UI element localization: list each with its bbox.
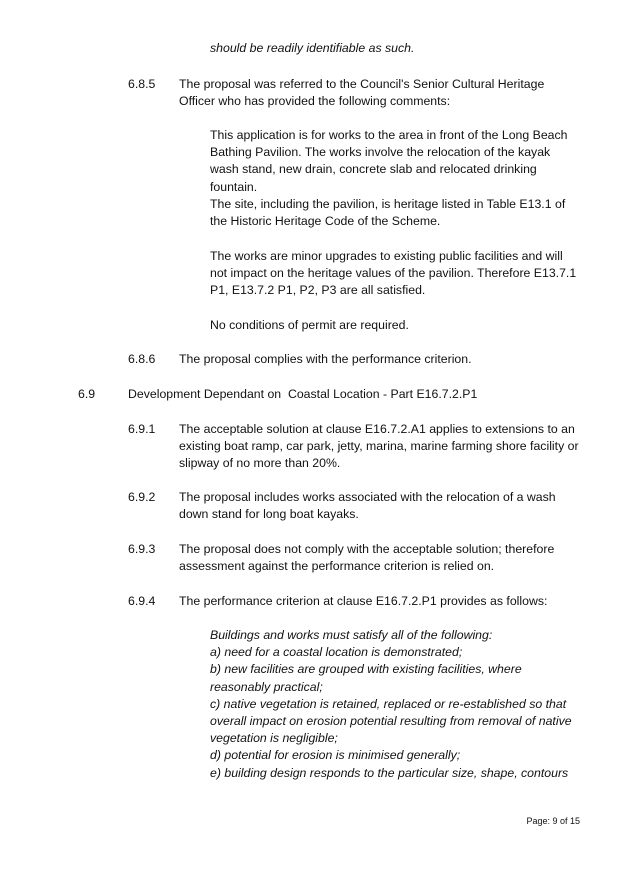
- section-6-9-3-text: The proposal does not comply with the acceptable solution; therefore assessment against the performance criterion is relied on.: [179, 542, 555, 574]
- criteria-item-b: b) new facilities are grouped with existing facilities, where reasonably practical;: [210, 662, 522, 694]
- criteria-block: [210, 627, 575, 782]
- quote-paragraph-3: The works are minor upgrades to existing public facilities and will not impact on the heritage values of the pavilion. Therefore E13.7.1 P1, E13.7.2 P1, P2, P3 are all satisfied.: [210, 249, 577, 298]
- section-number-6-8-6: 6.8.6: [128, 352, 156, 366]
- section-number-6-9: 6.9: [78, 387, 96, 401]
- criteria-item-a: a) need for a coastal location is demonstrated;: [210, 645, 463, 660]
- section-6-9-4-text: The performance criterion at clause E16.7.2.P1 provides as follows:: [179, 594, 548, 608]
- section-6-8-5-line1: The proposal was referred to the Council's Senior Cultural Heritage: [179, 77, 545, 91]
- section-6-9-1-text: The acceptable solution at clause E16.7.2.A1 applies to extensions to an existing boat ramp, car park, jetty, marina, marine farming shore facility or slipway of no more than 20%.: [179, 422, 579, 471]
- section-6-8-6-text: The proposal complies with the performance criterion.: [179, 352, 472, 366]
- criteria-item-d: d) potential for erosion is minimised generally;: [210, 748, 461, 763]
- section-number-6-8-5: 6.8.5: [128, 77, 156, 91]
- continuation-line: should be readily identifiable as such.: [210, 41, 415, 55]
- page-number: Page: 9 of 15: [526, 816, 580, 826]
- section-6-9-2-text: The proposal includes works associated with the relocation of a wash down stand for long boat kayaks.: [179, 490, 556, 522]
- section-number-6-9-3: 6.9.3: [128, 542, 156, 556]
- section-number-6-9-2: 6.9.2: [128, 490, 156, 504]
- section-6-9-heading: Development Dependant on Coastal Location - Part E16.7.2.P1: [128, 387, 478, 401]
- quote-paragraph-1: This application is for works to the area in front of the Long Beach Bathing Pavilion. The works involve the relocation of the kayak wash stand, new drain, concrete slab and relocated drinking fountain.: [210, 128, 568, 194]
- criteria-item-e: e) building design responds to the particular size, shape, contours: [210, 765, 569, 780]
- section-number-6-9-1: 6.9.1: [128, 422, 156, 436]
- section-number-6-9-4: 6.9.4: [128, 594, 156, 608]
- quote-paragraph-4: No conditions of permit are required.: [210, 318, 409, 332]
- quote-paragraph-2: The site, including the pavilion, is heritage listed in Table E13.1 of the Historic Heritage Code of the Scheme.: [210, 197, 566, 229]
- section-6-8-5-line2: Officer who has provided the following comments:: [179, 94, 451, 108]
- criteria-item-c: c) native vegetation is retained, replaced or re-established so that overall impact on erosion potential resulting from removal of native vegetation is negligible;: [210, 696, 572, 746]
- criteria-intro: Buildings and works must satisfy all of the following:: [210, 628, 493, 642]
